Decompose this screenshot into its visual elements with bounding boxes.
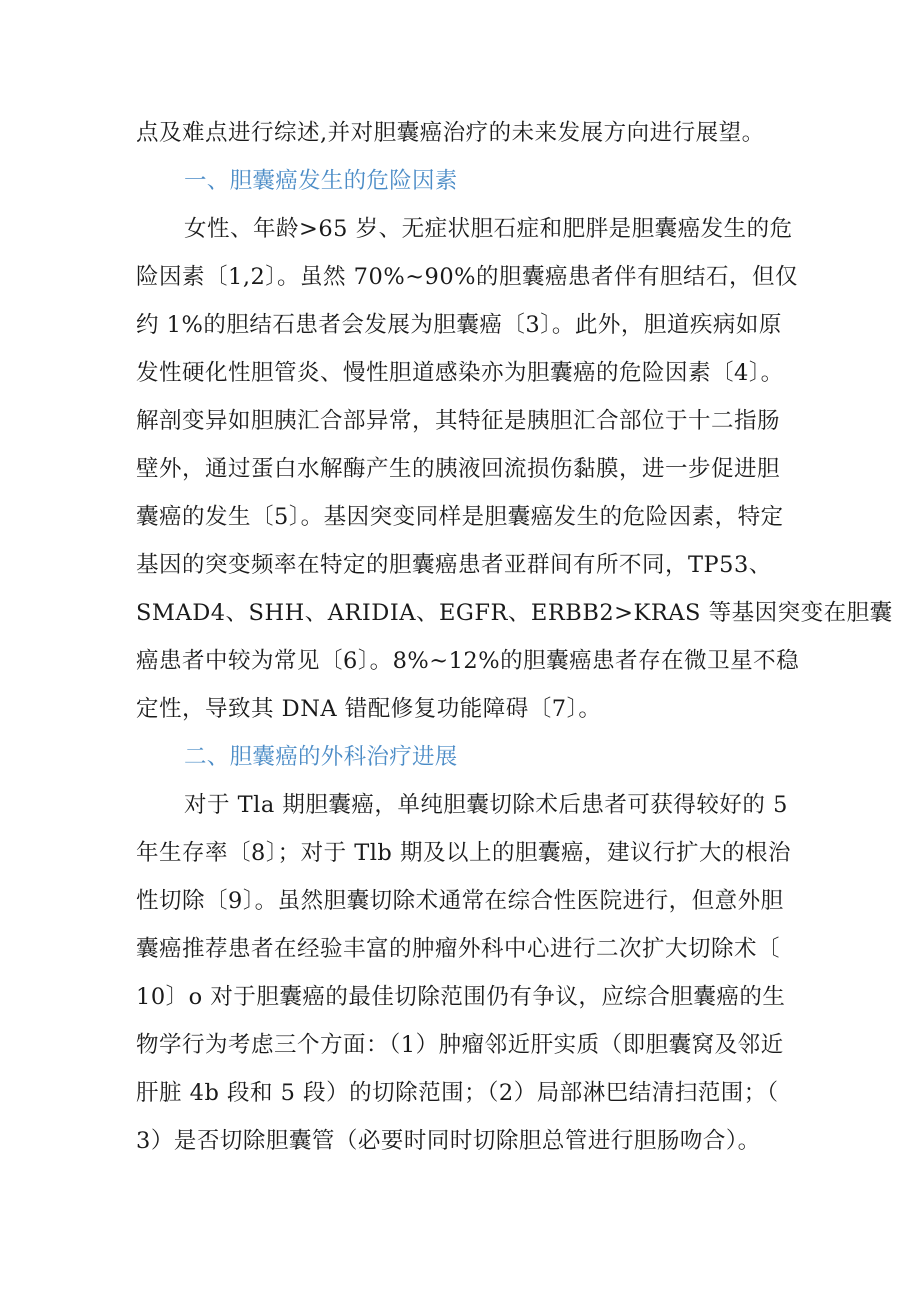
- text-line: 肝脏 4b 段和 5 段）的切除范围；（2）局部淋巴结清扫范围；（: [136, 1080, 779, 1106]
- text-line: 女性、年龄>65 岁、无症状胆石症和肥胖是胆囊癌发生的危: [184, 216, 793, 242]
- text-line: 3）是否切除胆囊管（必要时同时切除胆总管进行胆肠吻合）。: [136, 1128, 761, 1154]
- text-line: 性切除〔9〕。虽然胆囊切除术通常在综合性医院进行，但意外胆: [136, 888, 784, 914]
- text-line: 基因的突变频率在特定的胆囊癌患者亚群间有所不同，TP53、: [136, 552, 772, 578]
- text-line: 10〕o 对于胆囊癌的最佳切除范围仍有争议，应综合胆囊癌的生: [136, 984, 786, 1010]
- section-heading-1: 一、胆囊癌发生的危险因素: [184, 168, 458, 194]
- text-line: 点及难点进行综述,并对胆囊癌治疗的未来发展方向进行展望。: [136, 120, 765, 146]
- text-line: 癌患者中较为常见〔6〕。8%~12%的胆囊癌患者存在微卫星不稳: [136, 648, 800, 674]
- text-line: 壁外，通过蛋白水解酶产生的胰液回流损伤黏膜，进一步促进胆: [136, 456, 781, 482]
- text-line: 定性，导致其 DNA 错配修复功能障碍〔7〕。: [136, 696, 602, 722]
- text-line: 囊癌推荐患者在经验丰富的肿瘤外科中心进行二次扩大切除术〔: [136, 936, 781, 962]
- text-line: 年生存率〔8〕；对于 Tlb 期及以上的胆囊癌，建议行扩大的根治: [136, 840, 791, 866]
- text-line: 物学行为考虑三个方面：（1）肿瘤邻近肝实质（即胆囊窝及邻近: [136, 1032, 784, 1058]
- text-line: 解剖变异如胆胰汇合部异常，其特征是胰胆汇合部位于十二指肠: [136, 408, 781, 434]
- section-heading-2: 二、胆囊癌的外科治疗进展: [184, 744, 458, 770]
- text-line: 约 1%的胆结石患者会发展为胆囊癌〔3〕。此外，胆道疾病如原: [136, 312, 782, 338]
- text-line: 对于 Tla 期胆囊癌，单纯胆囊切除术后患者可获得较好的 5: [184, 792, 788, 818]
- text-line: 发性硬化性胆管炎、慢性胆道感染亦为胆囊癌的危险因素〔4〕。: [136, 360, 784, 386]
- text-line: SMAD4、SHH、ARIDIA、EGFR、ERBB2>KRAS 等基因突变在胆囊: [136, 600, 893, 626]
- text-line: 囊癌的发生〔5〕。基因突变同样是胆囊癌发生的危险因素，特定: [136, 504, 784, 530]
- text-line: 险因素〔1,2〕。虽然 70%~90%的胆囊癌患者伴有胆结石，但仅: [136, 264, 799, 290]
